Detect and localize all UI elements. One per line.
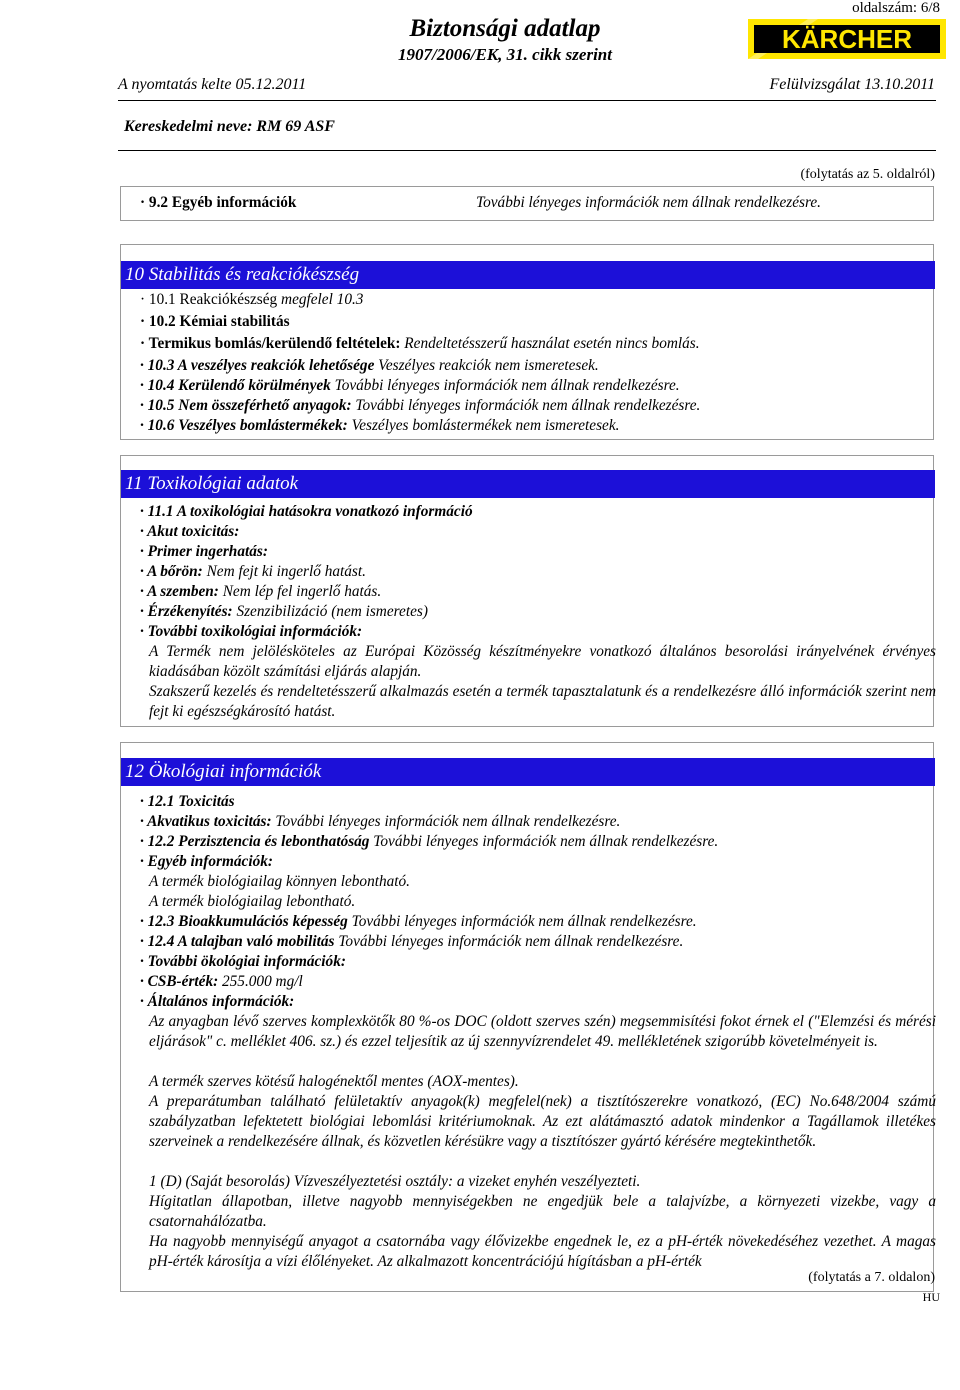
s12-para-5: Hígitatlan állapotban, illetve nagyobb mennyiségekben ne engedjük bele a talajvízbe, a környezeti vizekbe, vagy a csatornahálózatba.: [149, 1193, 936, 1230]
trade-name: Kereskedelmi neve: RM 69 ASF: [124, 118, 335, 135]
s12-para-3: A preparátumban található felületaktív anyagok(k) megfelel(nek) a tisztítószerekre vonatkozó, (EC) No.648/2004 számú szabályzatban lefektetett biológiai lebomlási kritériumoknak. Az ezt alátámasztó adatok mindenkor a Tagállamok illetékes szerveinek a rendelkezésére állnak, és közvetlen kérésükre vagy a tisztítószer gyártó kérésére megtekinthetők.: [149, 1093, 936, 1150]
s11-para-1: A Termék nem jelölésköteles az Európai Közösség készítményekre vonatkozó általános besorolási irányelvének érvényes kiadásában közölt számítási eljárás alapján.: [149, 643, 936, 680]
s9-value: További lényeges információk nem állnak rendelkezésre.: [476, 194, 821, 211]
s12-line-1: · 12.1 Toxicitás: [140, 793, 235, 810]
s11-line-2: · Akut toxicitás:: [140, 523, 240, 540]
s11-line-5: · A szemben: Nem lép fel ingerlő hatás.: [140, 583, 382, 600]
document-subtitle: 1907/2006/EK, 31. cikk szerint: [398, 45, 612, 64]
language-code: HU: [922, 1290, 940, 1304]
s11-para-2: Szakszerű kezelés és rendeltetésszerű alkalmazás esetén a termék tapasztalatunk és a rendelkezésre álló információk szerint nem fejt ki egészségkárosító hatást.: [149, 683, 936, 720]
page-number: oldalszám: 6/8: [852, 0, 940, 16]
s10-line-3: · Termikus bomlás/kerülendő feltételek: Rendeltetésszerű használat esetén nincs bomlás.: [140, 335, 700, 352]
continued-to: (folytatás a 7. oldalon): [808, 1270, 935, 1285]
s12-line-8: · 12.4 A talajban való mobilitás További lényeges információk nem állnak rendelkezésre.: [140, 933, 684, 950]
logo-text: KÄRCHER: [782, 24, 912, 54]
section-10-title: 10 Stabilitás és reakciókészség: [121, 261, 935, 289]
revision-date: Felülvizsgálat 13.10.2011: [769, 76, 935, 93]
s12-para-4: 1 (D) (Saját besorolás) Vízveszélyeztetési osztály: a vizeket enyhén veszélyezteti.: [149, 1173, 641, 1190]
s12-line-5: A termék biológiailag könnyen lebontható.: [149, 873, 410, 890]
s11-line-1: · 11.1 A toxikológiai hatásokra vonatkozó információ: [140, 503, 473, 520]
s12-line-7: · 12.3 Bioakkumulációs képesség További lényeges információk nem állnak rendelkezésre.: [140, 913, 697, 930]
s12-line-3: · 12.2 Perzisztencia és lebonthatóság További lényeges információk nem állnak rendelkezésre.: [140, 833, 719, 850]
s12-line-6: A termék biológiailag lebontható.: [149, 893, 356, 910]
s12-line-2: · Akvatikus toxicitás: További lényeges információk nem állnak rendelkezésre.: [140, 813, 621, 830]
s10-line-1: · 10.1 Reakciókészség megfelel 10.3: [140, 291, 364, 308]
s10-line-7: · 10.6 Veszélyes bomlástermékek: Veszélyes bomlástermékek nem ismeretesek.: [140, 417, 620, 434]
s12-para-6: Ha nagyobb mennyiségű anyagot a csatornába vagy élővizekbe engednek le, ez a pH-érték növekedéséhez vezethet. A magas pH-érték károsítja a vízi élőlényeket. Az alkalmazott koncentrációjú hígításban a pH-érték: [149, 1233, 936, 1270]
s12-para-1: Az anyagban lévő szerves komplexkötők 80 %-os DOC (oldott szerves szén) megsemmisítési fokot érnek el ("Elemzési és mérési eljárások" c. melléklet 406. sz.) és ezzel teljesítik az új szennyvízrendelet 49. mellékletének szigorúbb követelményeit is.: [149, 1013, 936, 1050]
trade-rule: [118, 150, 936, 151]
header-rule: [118, 100, 936, 101]
s11-line-3: · Primer ingerhatás:: [140, 543, 268, 560]
s10-line-4: · 10.3 A veszélyes reakciók lehetősége Veszélyes reakciók nem ismeretesek.: [140, 357, 599, 374]
s11-line-7: · További toxikológiai információk:: [140, 623, 363, 640]
s10-line-6: · 10.5 Nem összeférhető anyagok: További lényeges információk nem állnak rendelkezésre.: [140, 397, 701, 414]
karcher-logo: [748, 15, 946, 63]
s12-line-4: · Egyéb információk:: [140, 853, 273, 870]
s11-line-4: · A bőrön: Nem fejt ki ingerlő hatást.: [140, 563, 366, 580]
s12-line-11: · Általános információk:: [140, 993, 295, 1010]
s12-line-10: · CSB-érték: 255.000 mg/l: [140, 973, 303, 990]
continued-from: (folytatás az 5. oldalról): [800, 167, 935, 182]
section-11-title: 11 Toxikológiai adatok: [121, 470, 935, 498]
s9-label: · 9.2 Egyéb információk: [140, 194, 297, 211]
s11-line-6: · Érzékenyítés: Szenzibilizáció (nem ismeretes): [140, 603, 428, 620]
print-date: A nyomtatás kelte 05.12.2011: [118, 76, 307, 93]
s10-line-2: · 10.2 Kémiai stabilitás: [140, 313, 290, 330]
s12-line-9: · További ökológiai információk:: [140, 953, 346, 970]
section-12-title: 12 Ökológiai információk: [121, 758, 935, 786]
document-title: Biztonsági adatlap: [409, 15, 601, 42]
s12-para-2: A termék szerves kötésű halogénektől mentes (AOX-mentes).: [149, 1073, 519, 1090]
s10-line-5: · 10.4 Kerülendő körülmények További lényeges információk nem állnak rendelkezésre.: [140, 377, 680, 394]
